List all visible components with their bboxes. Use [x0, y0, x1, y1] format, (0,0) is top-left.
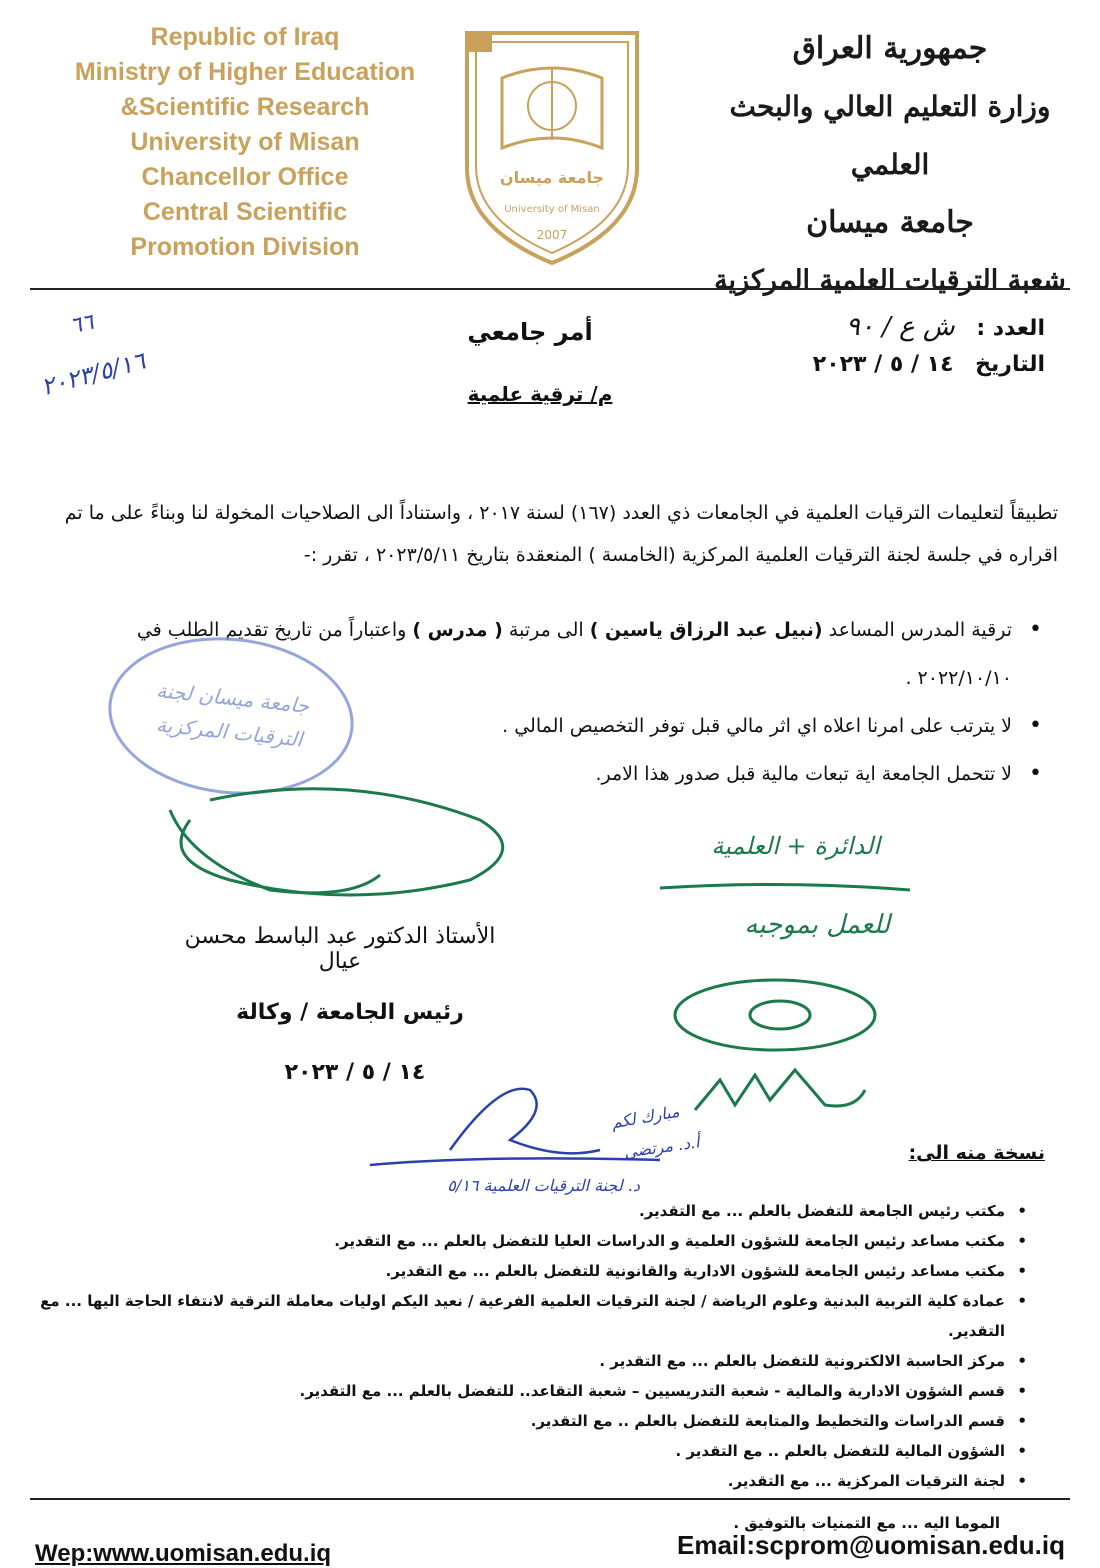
english-line: &Scientific Research [120, 93, 370, 121]
signatory-title: رئيس الجامعة / وكالة [236, 1000, 464, 1025]
english-line: Central Scientific [142, 198, 348, 226]
copy-recipient: • قسم الشؤون الادارية والمالية - شعبة التدريسيين – شعبة التقاعد.. للتفضل بالعلم ... مع التقدير. [5, 1376, 1005, 1406]
handwritten-signer: أ.د. مرتضى [622, 1132, 701, 1162]
page-title: أمر جامعي [467, 318, 593, 346]
footer-divider [30, 1498, 1070, 1500]
number-label: العدد : [976, 316, 1045, 341]
logo-year: 2007 [536, 228, 568, 242]
english-line: Republic of Iraq [150, 23, 340, 51]
english-line: Chancellor Office [141, 163, 349, 191]
subject-line: م/ ترقية علمية [467, 382, 613, 406]
copies-list [5, 1196, 1005, 1496]
footer-website: Wep:www.uomisan.edu.iq [35, 1540, 332, 1567]
handwritten-committee-note: د. لجنة الترقيات العلمية ٥/١٦ [447, 1176, 640, 1195]
copy-recipient: • عمادة كلية التربية البدنية وعلوم الرياضة / لجنة الترقيات العلمية الفرعية / نعيد اليكم اوليات معاملة الترقية لانتفاء الحاجة اليها ... مع التقدير. [5, 1286, 1005, 1346]
underline-stroke-icon [655, 878, 915, 898]
english-line: University of Misan [130, 128, 360, 156]
english-line: Ministry of Higher Education [74, 58, 416, 86]
document-number [846, 312, 1045, 342]
decision-text: الى مرتبة [502, 619, 590, 641]
margin-note-date: ٢٠٢٣/٥/١٦ [38, 346, 149, 402]
arabic-letterhead [710, 20, 1070, 310]
handwritten-instruction: للعمل بموجبه [744, 910, 890, 940]
body-paragraph: تطبيقاً لتعليمات الترقيات العلمية في الجامعات ذي العدد (١٦٧) لسنة ٢٠١٧ ، واستناداً الى الصلاحيات المخولة لنا وبناءً على ما تم اقراره في جلسة لجنة الترقيات العلمية المركزية (الخامسة ) المنعقدة بتاريخ ٢٠٢٣/٥/١١ ، تقرر :- [64, 502, 1058, 566]
copy-recipient: • مكتب رئيس الجامعة للتفضل بالعلم ... مع التقدير. [5, 1196, 1005, 1226]
decision-text: ترقية المدرس المساعد [822, 619, 1012, 641]
green-initials-icon [665, 960, 885, 1120]
promoted-name: (نبيل عبد الرزاق ياسين ) [589, 619, 823, 641]
arabic-line: شعبة الترقيات العلمية المركزية [714, 265, 1066, 296]
new-rank: ( مدرس ) [412, 619, 503, 641]
handwritten-department: الدائرة + العلمية [711, 832, 880, 860]
decision-text: واعتباراً من تاريخ تقديم الطلب في ٢٠٢٢/١٠/١٠ . [136, 619, 1012, 689]
copy-recipient: • الشؤون المالية للتفضل بالعلم .. مع التقدير . [5, 1436, 1005, 1466]
logo-text-ar: جامعة ميسان [499, 168, 605, 187]
arabic-line: جامعة ميسان [806, 205, 974, 240]
arabic-line: جمهورية العراق [792, 31, 988, 66]
document-date [813, 352, 1045, 377]
copy-recipient: • لجنة الترقيات المركزية ... مع التقدير. [5, 1466, 1005, 1496]
copies-heading: نسخة منه الى: [908, 1142, 1045, 1164]
university-logo [462, 28, 642, 268]
signature-date: ١٤ / ٥ / ٢٠٢٣ [284, 1060, 426, 1085]
header-divider [30, 288, 1070, 290]
english-line: Promotion Division [130, 233, 360, 261]
signatory-name: الأستاذ الدكتور عبد الباسط محسن عيال [184, 924, 496, 974]
decision-text: لا تتحمل الجامعة اية تبعات مالية قبل صدور هذا الامر. [595, 763, 1012, 785]
green-signature-icon [150, 780, 550, 920]
handwritten-congrats: مبارك لكم [609, 1101, 681, 1133]
arabic-line: وزارة التعليم العالي والبحث العلمي [729, 90, 1051, 181]
margin-note-number: ٦٦ [67, 309, 96, 340]
copy-recipient: • مكتب مساعد رئيس الجامعة للشؤون العلمية و الدراسات العليا للتفضل بالعلم ... مع التقدير. [5, 1226, 1005, 1256]
decision-text: لا يترتب على امرنا اعلاه اي اثر مالي قبل توفر التخصيص المالي . [502, 715, 1012, 737]
date-value: ١٤ / ٥ / ٢٠٢٣ [812, 352, 954, 377]
copy-recipient: • مكتب مساعد رئيس الجامعة للشؤون الادارية والقانونية للتفضل بالعلم ... مع التقدير. [5, 1256, 1005, 1286]
footer-email: Email:scprom@uomisan.edu.iq [677, 1530, 1065, 1560]
copy-recipient: • مركز الحاسبة الالكترونية للتفضل بالعلم ... مع التقدير . [5, 1346, 1005, 1376]
english-letterhead [30, 20, 460, 265]
closing-line: الموما اليه ... مع التمنيات بالتوفيق . [733, 1514, 1000, 1532]
copy-recipient: • قسم الدراسات والتخطيط والمتابعة للتفضل بالعلم .. مع التقدير. [5, 1406, 1005, 1436]
stamp-text: جامعة ميسان لجنة الترقيات المركزية [155, 678, 311, 752]
number-value: ش ع / ٩٠ [845, 312, 955, 342]
date-label: التاريخ [975, 352, 1045, 377]
logo-text-en: University of Misan [504, 204, 600, 215]
